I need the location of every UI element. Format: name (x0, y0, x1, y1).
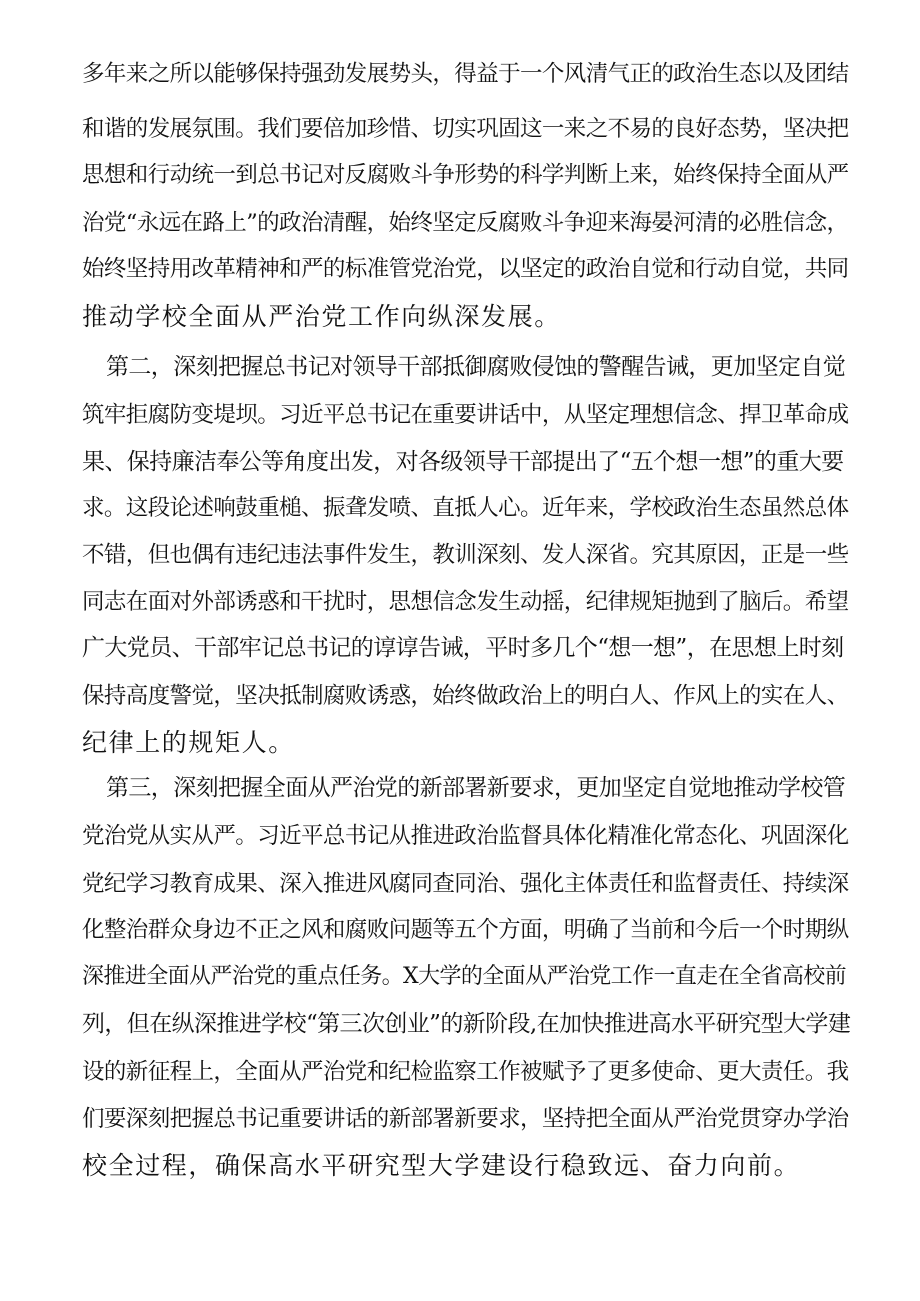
text-line: 设的新征程上，全面从严治党和纪检监察工作被赋予了更多使命、更大责任。我 (82, 1059, 849, 1085)
text-line: 深推进全面从严治党的重点任务。X大学的全面从严治党工作一直走在全省高校前 (82, 964, 847, 989)
text-line: 治党“永远在路上”的政治清醒，始终坚定反腐败斗争迎来海晏河清的必胜信念， (82, 210, 849, 236)
text-line: 始终坚持用改革精神和严的标准管党治党，以坚定的政治自觉和行动自觉，共同 (82, 256, 849, 282)
text-line: 化整治群众身边不正之风和腐败问题等五个方面，明确了当前和今后一个时期纵 (82, 917, 849, 943)
paragraph-heading-line: 第三，深刻把握全面从严治党的新部署新要求，更加坚定自觉地推动学校管 (106, 775, 846, 801)
text-line: 筑牢拒腐防变堤坝。习近平总书记在重要讲话中，从坚定理想信念、捍卫革命成 (82, 402, 849, 428)
text-line: 思想和行动统一到总书记对反腐败斗争形势的科学判断上来，始终保持全面从严 (82, 162, 849, 188)
text-line: 党治党从实从严。习近平总书记从推进政治监督具体化精准化常态化、巩固深化 (82, 823, 849, 849)
text-line: 广大党员、干部牢记总书记的谆谆告诫，平时多几个“想一想”，在思想上时刻 (82, 635, 844, 661)
text-line: 推动学校全面从严治党工作向纵深发展。 (82, 302, 561, 331)
text-line: 保持高度警觉，坚决抵制腐败诱惑，始终做政治上的明白人、作风上的实在人、 (82, 683, 849, 709)
text-line: 和谐的发展氛围。我们要倍加珍惜、切实巩固这一来之不易的良好态势，坚决把 (82, 116, 849, 142)
text-line: 党纪学习教育成果、深入推进风腐同查同治、强化主体责任和监督责任、持续深 (82, 871, 849, 897)
text-line: 们要深刻把握总书记重要讲话的新部署新要求，坚持把全面从严治党贯穿办学治 (82, 1106, 849, 1132)
text-line: 列，但在纵深推进学校“第三次创业”的新阶段,在加快推进高水平研究型大学建 (82, 1011, 851, 1037)
text-line: 同志在面对外部诱惑和干扰时，思想信念发生动摇，纪律规矩抛到了脑后。希望 (82, 589, 849, 615)
text-line: 不错，但也偶有违纪违法事件发生，教训深刻、发人深省。究其原因，正是一些 (82, 542, 849, 568)
text-line: 果、保持廉洁奉公等角度出发，对各级领导干部提出了“五个想一想”的重大要 (82, 449, 844, 475)
text-line: 求。这段论述响鼓重槌、振聋发喷、直抵人心。近年来，学校政治生态虽然总体 (82, 495, 849, 521)
text-line: 校全过程，确保高水平研究型大学建设行稳致远、奋力向前。 (82, 1151, 801, 1180)
paragraph-heading-line: 第二，深刻把握总书记对领导干部抵御腐败侵蚀的警醒告诫，更加坚定自觉 (106, 354, 846, 380)
text-line: 纪律上的规矩人。 (82, 728, 295, 757)
text-line: 多年来之所以能够保持强劲发展势头，得益于一个风清气正的政治生态以及团结 (82, 61, 849, 87)
